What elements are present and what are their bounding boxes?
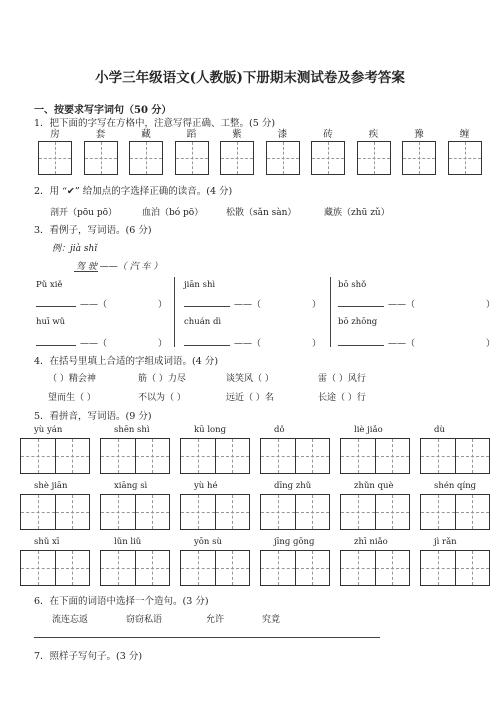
question-2-item: 血泊（bó pō）: [142, 208, 204, 218]
writing-box[interactable]: [357, 141, 391, 175]
dash-paren: ——（: [234, 339, 262, 349]
pinyin-prompt: yù yán: [34, 425, 63, 435]
fill-item: 不以为（ ）: [138, 393, 186, 403]
question-5-label: 5．看拼音，写词语。(9 分): [34, 411, 152, 422]
writing-box[interactable]: [448, 141, 482, 175]
character-label: 套: [95, 129, 106, 140]
example-underline: [74, 271, 98, 272]
close-paren: ）: [158, 339, 168, 349]
word-option: 允许: [206, 615, 225, 625]
character-label: 漆: [277, 129, 288, 140]
pinyin-prompt: jì rǎn: [434, 537, 457, 547]
writing-box[interactable]: [100, 438, 170, 474]
question-2-label: 2．用 “✔” 给加点的字选择正确的读音。(4 分): [34, 186, 233, 197]
fill-item: 望而生（ ）: [48, 393, 96, 403]
q3-pinyin: Pǔ xiě: [36, 280, 63, 290]
dash-paren: ——（: [80, 300, 108, 310]
section-heading: 一、按要求写字词句（50 分）: [34, 105, 172, 116]
writing-box[interactable]: [175, 141, 209, 175]
writing-box[interactable]: [260, 550, 330, 586]
writing-box[interactable]: [260, 438, 330, 474]
question-1-label: 1．把下面的字写在方格中，注意写得正确、工整。(5 分): [34, 118, 276, 129]
answer-blank[interactable]: [36, 345, 76, 346]
close-paren: ）: [486, 339, 496, 349]
character-label: 砖: [323, 129, 333, 140]
writing-box[interactable]: [100, 494, 170, 530]
answer-blank[interactable]: [338, 306, 384, 307]
pinyin-prompt: jīnɡ ɡōnɡ: [274, 537, 315, 547]
pinyin-prompt: dǒ: [274, 425, 285, 435]
q3-pinyin: bō zhōng: [338, 317, 378, 327]
pinyin-prompt: zhī niǎo: [354, 537, 388, 547]
writing-box[interactable]: [180, 550, 250, 586]
writing-box[interactable]: [311, 141, 345, 175]
pinyin-prompt: yōn sù: [194, 537, 222, 547]
close-paren: ）: [312, 339, 322, 349]
question-3-label: 3．看例子，写词语。(6 分): [34, 225, 152, 236]
fill-item: 长途（ ）行: [318, 393, 366, 403]
fill-item: （ ）精会神: [48, 374, 96, 384]
q3-pinyin: chuán dì: [184, 317, 222, 327]
pinyin-prompt: shè jiān: [34, 481, 68, 491]
character-label: 豫: [414, 129, 424, 140]
character-label: 房: [50, 129, 60, 140]
dash-paren: ——（: [388, 300, 416, 310]
writing-box[interactable]: [20, 494, 90, 530]
character-label: 藏: [141, 129, 151, 140]
pinyin-prompt: zhǔn què: [354, 481, 394, 491]
writing-box[interactable]: [180, 494, 250, 530]
writing-box[interactable]: [220, 141, 254, 175]
writing-box[interactable]: [100, 550, 170, 586]
character-label: 缠: [459, 129, 470, 140]
fill-item: 远近（ ）名: [226, 393, 274, 403]
writing-box[interactable]: [340, 550, 410, 586]
close-paren: ）: [312, 300, 322, 310]
pinyin-prompt: dù: [434, 425, 445, 435]
pinyin-prompt: yù hé: [194, 481, 218, 491]
question-7-label: 7．照样子写句子。(3 分): [34, 651, 143, 662]
question-6-label: 6．在下面的词语中选择一个造句。(3 分): [34, 596, 209, 607]
writing-box[interactable]: [129, 141, 163, 175]
writing-box[interactable]: [340, 438, 410, 474]
answer-blank[interactable]: [184, 306, 230, 307]
column-divider: [330, 277, 331, 347]
dash-paren: ——（: [80, 339, 108, 349]
word-option: 究竟: [262, 615, 281, 625]
word-option: 流连忘返: [52, 615, 89, 625]
question-2-item: 剖开（pōu pō）: [50, 208, 118, 218]
writing-box[interactable]: [260, 494, 330, 530]
answer-blank[interactable]: [36, 306, 76, 307]
character-label: 紫: [232, 129, 242, 140]
sentence-line[interactable]: [34, 637, 380, 638]
pinyin-prompt: lǔn liǔ: [114, 537, 142, 547]
close-paren: ）: [158, 300, 168, 310]
writing-box[interactable]: [20, 550, 90, 586]
answer-blank[interactable]: [338, 345, 384, 346]
writing-box[interactable]: [20, 438, 90, 474]
close-paren: ）: [486, 300, 496, 310]
pinyin-prompt: liè jiǎo: [354, 425, 383, 435]
fill-item: 谈笑风（ ）: [226, 374, 274, 384]
pinyin-prompt: shén qínɡ: [434, 481, 477, 491]
writing-box[interactable]: [340, 494, 410, 530]
pinyin-prompt: kū lonɡ: [194, 425, 227, 435]
writing-box[interactable]: [420, 438, 490, 474]
question-2-item: 藏族（zhū zǔ）: [324, 208, 390, 218]
pinyin-prompt: dīnɡ zhǔ: [274, 481, 312, 491]
answer-blank[interactable]: [184, 345, 230, 346]
q3-pinyin: bō shǒ: [338, 280, 367, 290]
page-title: 小学三年级语文(人教版)下册期末测试卷及参考答案: [95, 70, 405, 86]
pinyin-prompt: xiānɡ sì: [114, 481, 148, 491]
character-label: 蹈: [186, 129, 197, 140]
question-4-label: 4．在括号里填上合适的字组成词语。(4 分): [34, 356, 219, 367]
writing-box[interactable]: [266, 141, 300, 175]
writing-box[interactable]: [402, 141, 436, 175]
word-option: 窃窃私语: [126, 615, 163, 625]
q3-pinyin: huī wǔ: [36, 317, 66, 327]
question-2-item: 松散（sǎn sàn）: [226, 208, 297, 218]
fill-item: 筋（ ）力尽: [138, 374, 186, 384]
example-answer: 驾 驶 ——（ 汽 车 ）: [76, 262, 163, 272]
character-label: 疾: [368, 129, 379, 140]
dash-paren: ——（: [234, 300, 262, 310]
q3-pinyin: jiān shì: [184, 280, 216, 290]
writing-box[interactable]: [84, 141, 118, 175]
example-pinyin: 例：jià shǐ: [52, 244, 98, 254]
pinyin-prompt: shēn shì: [114, 425, 150, 435]
dash-paren: ——（: [388, 339, 416, 349]
writing-box[interactable]: [180, 438, 250, 474]
pinyin-prompt: shǔ xī: [34, 537, 60, 547]
writing-box[interactable]: [420, 494, 490, 530]
fill-item: 雷（ ）风行: [318, 374, 366, 384]
writing-box[interactable]: [420, 550, 490, 586]
writing-box[interactable]: [38, 141, 72, 175]
column-divider: [174, 277, 175, 347]
